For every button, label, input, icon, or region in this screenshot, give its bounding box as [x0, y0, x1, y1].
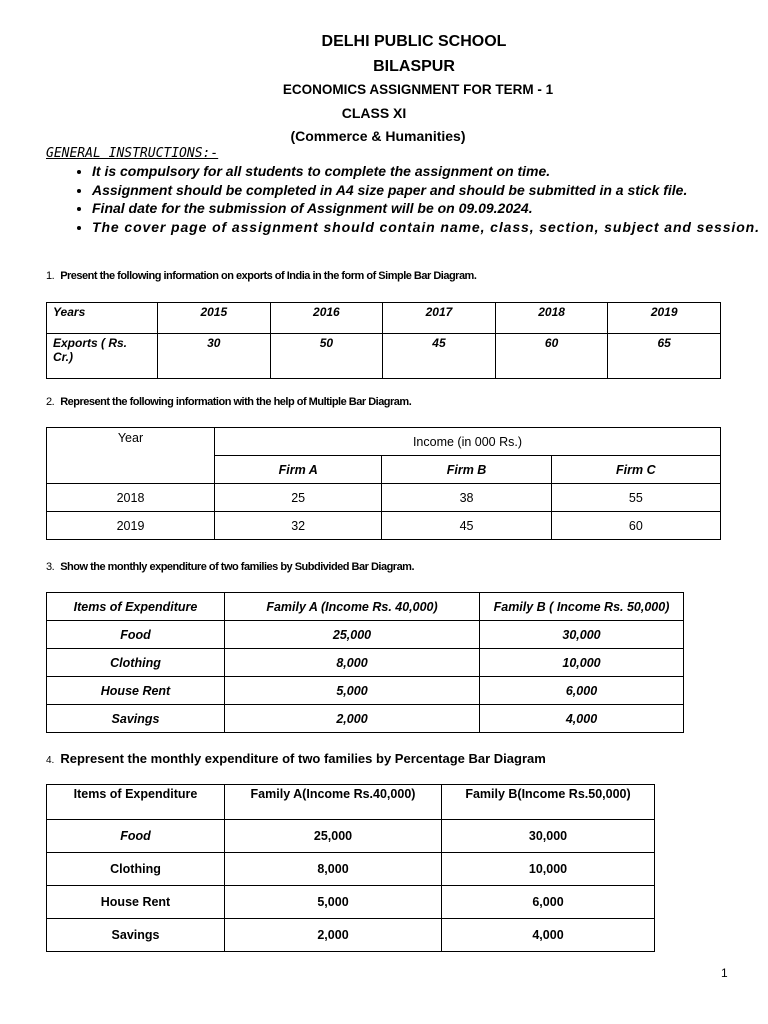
table-header-cell: Year	[47, 428, 215, 484]
table-row	[47, 705, 684, 733]
table-cell: 8,000	[225, 853, 442, 886]
question-text: Present the following information on exports of India in the form of Simple Bar Diagram.	[60, 270, 477, 282]
exports-label-line: Exports ( Rs.	[53, 336, 128, 350]
question-text: Represent the monthly expenditure of two families by Percentage Bar Diagram	[60, 751, 546, 766]
table-row	[47, 820, 655, 853]
table-cell: 60	[551, 512, 720, 540]
question-text: Represent the following information with the help of Multiple Bar Diagram.	[60, 396, 412, 408]
table-cell: 25,000	[225, 621, 480, 649]
table-cell: 30,000	[480, 621, 684, 649]
table-cell: 60	[495, 334, 608, 379]
table-cell: 2016	[270, 303, 383, 334]
table-header-cell: Family B(Income Rs.50,000)	[442, 785, 655, 820]
table-cell: 2,000	[225, 705, 480, 733]
table-cell: 45	[382, 512, 551, 540]
table-cell: 2018	[47, 484, 215, 512]
table-header-cell: Items of Expenditure	[47, 785, 225, 820]
instructions-heading: GENERAL INSTRUCTIONS:-	[46, 146, 219, 161]
table-header-cell: Years	[47, 303, 158, 334]
table-cell: Food	[47, 621, 225, 649]
instructions-list	[46, 162, 768, 236]
exports-label-line: Cr.)	[53, 350, 74, 364]
table-cell: 30	[158, 334, 271, 379]
table-cell: 8,000	[225, 649, 480, 677]
table-header-cell: Income (in 000 Rs.)	[215, 428, 721, 456]
question-number: 3.	[46, 561, 55, 573]
assignment-title: ECONOMICS ASSIGNMENT FOR TERM - 1	[282, 82, 554, 97]
instruction-item: • The cover page of assignment should contain name, class, section, subject and session.	[92, 218, 768, 237]
table-cell: 5,000	[225, 677, 480, 705]
exports-table	[46, 302, 721, 379]
table-header-cell: Firm A	[215, 456, 382, 484]
instruction-item: • Assignment should be completed in A4 size paper and should be submitted in a stick file.	[92, 181, 768, 200]
table-cell: 2019	[608, 303, 721, 334]
table-cell: 25	[215, 484, 382, 512]
table-cell: 4,000	[480, 705, 684, 733]
question-3	[46, 561, 414, 573]
table-cell: 10,000	[442, 853, 655, 886]
table-cell: 45	[383, 334, 496, 379]
table-cell: 4,000	[442, 919, 655, 952]
table-cell: 55	[551, 484, 720, 512]
page-number: 1	[721, 966, 728, 980]
question-number: 2.	[46, 396, 55, 408]
table-row	[47, 886, 655, 919]
table-cell: Food	[47, 820, 225, 853]
expenditure-table-percentage	[46, 784, 655, 952]
school-city: BILASPUR	[373, 58, 455, 75]
table-row	[47, 677, 684, 705]
table-cell: House Rent	[47, 677, 225, 705]
instruction-item: • Final date for the submission of Assignment will be on 09.09.2024.	[92, 199, 768, 218]
table-cell: 2018	[495, 303, 608, 334]
table-header-cell: Family B ( Income Rs. 50,000)	[480, 593, 684, 621]
table-cell: 30,000	[442, 820, 655, 853]
table-cell: 10,000	[480, 649, 684, 677]
table-cell: Clothing	[47, 853, 225, 886]
table-row	[47, 649, 684, 677]
table-cell: 65	[608, 334, 721, 379]
table-row	[47, 621, 684, 649]
table-cell: 25,000	[225, 820, 442, 853]
table-cell: Savings	[47, 705, 225, 733]
table-cell: Clothing	[47, 649, 225, 677]
income-table	[46, 427, 721, 540]
class-label: CLASS XI	[341, 105, 407, 121]
table-row	[47, 853, 655, 886]
table-row	[47, 512, 721, 540]
table-cell: 6,000	[480, 677, 684, 705]
question-number: 4.	[46, 755, 55, 766]
stream-label: (Commerce & Humanities)	[290, 128, 466, 144]
table-cell: 50	[270, 334, 383, 379]
table-header-cell: Family A (Income Rs. 40,000)	[225, 593, 480, 621]
table-header-cell: Firm C	[551, 456, 720, 484]
question-1	[46, 270, 476, 282]
table-row	[47, 484, 721, 512]
school-name: DELHI PUBLIC SCHOOL	[321, 33, 507, 50]
table-cell: 5,000	[225, 886, 442, 919]
expenditure-table-subdivided	[46, 592, 684, 733]
question-4	[46, 751, 546, 766]
table-cell: Savings	[47, 919, 225, 952]
table-header-cell: Firm B	[382, 456, 551, 484]
question-2	[46, 396, 411, 408]
table-header-cell	[47, 334, 158, 379]
table-header-cell: Family A(Income Rs.40,000)	[225, 785, 442, 820]
table-cell: 32	[215, 512, 382, 540]
instruction-item: • It is compulsory for all students to complete the assignment on time.	[92, 162, 768, 181]
question-text: Show the monthly expenditure of two families by Subdivided Bar Diagram.	[60, 561, 415, 573]
table-cell: 38	[382, 484, 551, 512]
table-cell: 6,000	[442, 886, 655, 919]
table-cell: 2015	[158, 303, 271, 334]
question-number: 1.	[46, 270, 55, 282]
table-cell: House Rent	[47, 886, 225, 919]
table-header-cell: Items of Expenditure	[47, 593, 225, 621]
table-cell: 2,000	[225, 919, 442, 952]
table-cell: 2017	[383, 303, 496, 334]
table-row	[47, 919, 655, 952]
table-cell: 2019	[47, 512, 215, 540]
